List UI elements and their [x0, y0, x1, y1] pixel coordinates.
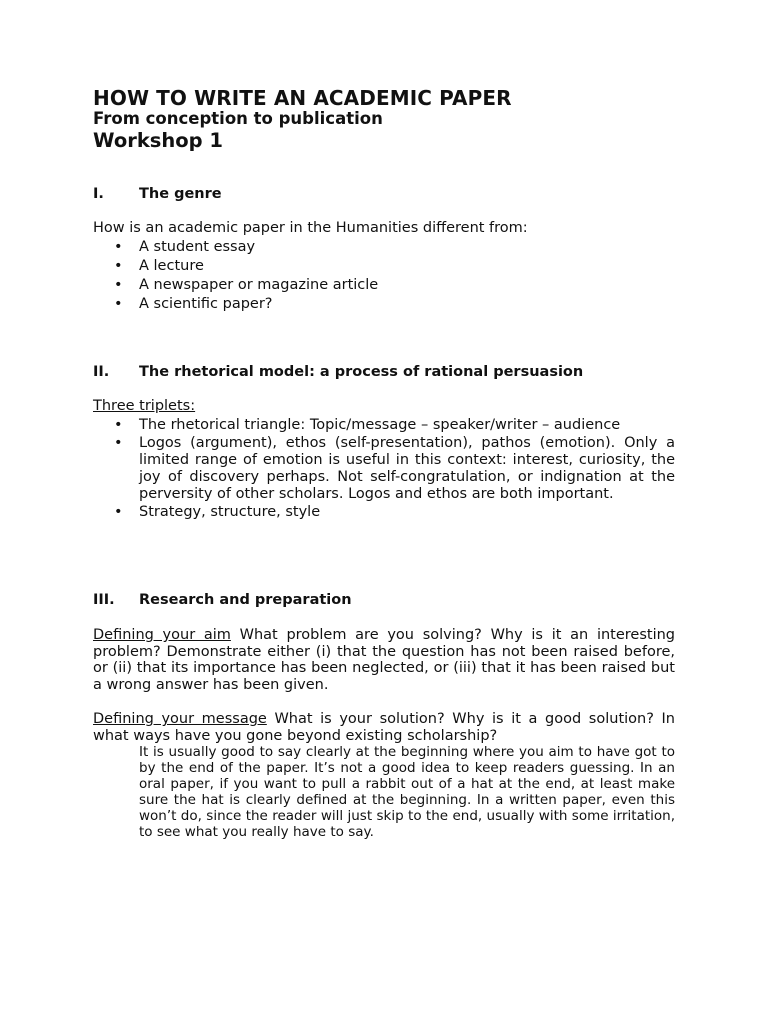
list-item: • The rhetorical triangle: Topic/message – speaker/writer – audience: [93, 416, 675, 435]
message-paragraph: [93, 711, 675, 744]
aim-paragraph: [93, 627, 675, 693]
workshop-label: Workshop 1: [93, 129, 223, 152]
section-2-bullet-list: [93, 416, 675, 522]
message-lead: Defining your message: [93, 711, 267, 727]
section-2-title: The rhetorical model: a process of rational persuasion: [139, 364, 584, 380]
aim-text: What problem are you solving? Why is it an interesting problem? Demonstrate either (i) that the question has not been raised before, or (ii) that its importance has been neglected, or (iii) that it has been raised but a wrong answer has been given.: [93, 627, 675, 693]
message-text: What is your solution? Why is it a good solution? In what ways have you gone beyond existing scholarship?: [93, 711, 675, 744]
list-item: • A student essay: [93, 238, 675, 257]
list-item: • A lecture: [93, 257, 675, 276]
list-item: • A newspaper or magazine article: [93, 276, 675, 295]
section-1-bullet-list: [93, 238, 675, 314]
list-item: • Logos (argument), ethos (self-presentation), pathos (emotion). Only a limited range of emotion is useful in this context: interest, curiosity, the joy of discovery perhaps. Not self-congratulation, or indignation at the perversity of other scholars. Logos and ethos are both important.: [93, 435, 675, 503]
section-1-number: I.: [93, 186, 104, 202]
indented-note: It is usually good to say clearly at the beginning where you aim to have got to by the end of the paper. It’s not a good idea to keep readers guessing. In an oral paper, if you want to pull a rabbit out of a hat at the end, at least make sure the hat is clearly defined at the beginning. In a written paper, even this won’t do, since the reader will just skip to the end, usually with some irritation, to see what you really have to say.: [139, 744, 675, 840]
section-2-number: II.: [93, 364, 110, 380]
section-3-title: Research and preparation: [139, 592, 352, 608]
document-subtitle: From conception to publication: [93, 109, 383, 128]
section-2-intro: Three triplets:: [93, 398, 196, 414]
section-1-title: The genre: [139, 186, 222, 202]
section-3-number: III.: [93, 592, 115, 608]
aim-lead: Defining your aim: [93, 627, 231, 643]
list-item: • A scientific paper?: [93, 295, 675, 314]
list-item: • Strategy, structure, style: [93, 503, 675, 522]
document-title: HOW TO WRITE AN ACADEMIC PAPER: [93, 86, 512, 110]
section-1-intro: How is an academic paper in the Humanities different from:: [93, 220, 528, 236]
